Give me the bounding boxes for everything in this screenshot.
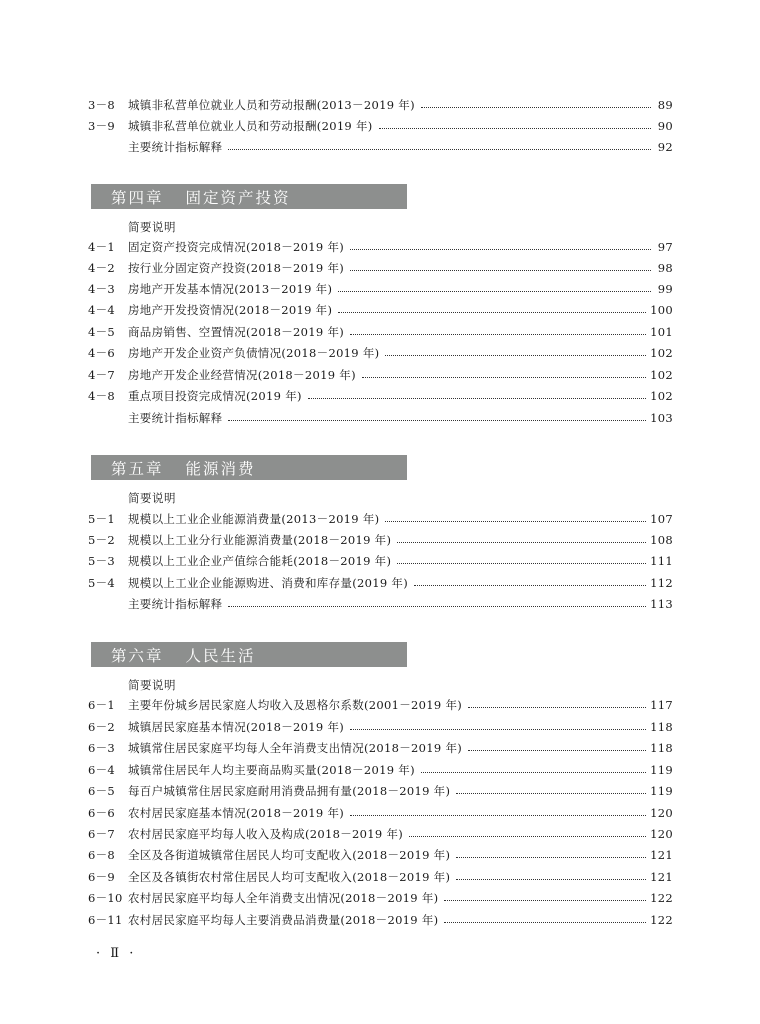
- entry-number: 6－11: [88, 913, 123, 927]
- entry-title: 主要年份城乡居民家庭人均收入及恩格尔系数(2001－2019 年): [128, 698, 463, 712]
- entry-number: 5－4: [88, 576, 116, 590]
- dot-leader: [308, 397, 646, 399]
- toc-entry-6-6[interactable]: [88, 803, 673, 823]
- entry-page: 90: [657, 119, 673, 133]
- dot-leader: [350, 814, 646, 816]
- entry-title: 农村居民家庭平均每人收入及构成(2018－2019 年): [128, 827, 404, 841]
- chapter-name: 固定资产投资: [185, 188, 291, 207]
- toc-entry-5-1[interactable]: [88, 509, 673, 529]
- toc-entry-5-3[interactable]: [88, 551, 673, 571]
- entry-number: 6－3: [88, 741, 116, 755]
- toc-entry-5-2[interactable]: [88, 530, 673, 550]
- chapter-number: 第四章: [111, 188, 164, 207]
- toc-entry-4-5[interactable]: [88, 322, 673, 342]
- dot-leader: [444, 899, 646, 901]
- toc-entry-4-6[interactable]: [88, 343, 673, 363]
- toc-entry-6-5[interactable]: [88, 781, 673, 801]
- entry-title: 房地产开发投资情况(2018－2019 年): [128, 303, 333, 317]
- entry-number: 4－5: [88, 325, 116, 339]
- entry-page: 99: [657, 282, 673, 296]
- entry-title: 主要统计指标解释: [128, 597, 223, 611]
- entry-number: 6－6: [88, 806, 116, 820]
- toc-entry-4-8[interactable]: [88, 386, 673, 406]
- entry-title: 按行业分固定资产投资(2018－2019 年): [128, 261, 345, 275]
- entry-title: 重点项目投资完成情况(2019 年): [128, 389, 302, 403]
- entry-title: 固定资产投资完成情况(2018－2019 年): [128, 240, 345, 254]
- entry-page: 122: [650, 913, 673, 927]
- entry-title: 商品房销售、空置情况(2018－2019 年): [128, 325, 345, 339]
- dot-leader: [421, 106, 651, 108]
- entry-number: 4－4: [88, 303, 116, 317]
- entry-number: 6－5: [88, 784, 116, 798]
- entry-title: 房地产开发基本情况(2013－2019 年): [128, 282, 333, 296]
- entry-number: 6－2: [88, 720, 116, 734]
- dot-leader: [456, 792, 646, 794]
- entry-number: 5－3: [88, 554, 116, 568]
- entry-page: 102: [650, 346, 673, 360]
- toc-entry-4-1[interactable]: [88, 237, 673, 257]
- entry-page: 111: [650, 554, 673, 568]
- entry-page: 113: [650, 597, 673, 611]
- entry-page: 122: [650, 891, 673, 905]
- entry-number: 3－9: [88, 119, 116, 133]
- chapter-4-intro[interactable]: 简要说明: [128, 220, 176, 234]
- entry-number: 6－8: [88, 848, 116, 862]
- entry-page: 100: [650, 303, 673, 317]
- dot-leader: [379, 127, 651, 129]
- page-number: · Ⅱ ·: [96, 946, 137, 961]
- entry-title: 城镇常住居民家庭平均每人全年消费支出情况(2018－2019 年): [128, 741, 463, 755]
- dot-leader: [228, 419, 646, 421]
- toc-entry-4-7[interactable]: [88, 365, 673, 385]
- toc-entry-4-2[interactable]: [88, 258, 673, 278]
- entry-page: 117: [650, 698, 673, 712]
- dot-leader: [414, 584, 646, 586]
- chapter-number: 第五章: [111, 459, 164, 478]
- dot-leader: [350, 248, 651, 250]
- entry-number: 4－2: [88, 261, 116, 275]
- dot-leader: [421, 771, 646, 773]
- entry-number: 4－6: [88, 346, 116, 360]
- dot-leader: [350, 269, 651, 271]
- chapter-name: 人民生活: [185, 646, 256, 665]
- entry-number: 4－1: [88, 240, 116, 254]
- toc-entry-6-1[interactable]: [88, 695, 673, 715]
- entry-title: 主要统计指标解释: [128, 140, 223, 154]
- entry-title: 全区及各镇街农村常住居民人均可支配收入(2018－2019 年): [128, 870, 451, 884]
- toc-entry-ch5-notes[interactable]: [128, 594, 673, 614]
- dot-leader: [456, 878, 646, 880]
- chapter-number: 第六章: [111, 646, 164, 665]
- entry-number: 6－4: [88, 763, 116, 777]
- entry-title: 城镇常住居民年人均主要商品购买量(2018－2019 年): [128, 763, 415, 777]
- entry-number: 6－9: [88, 870, 116, 884]
- entry-page: 118: [650, 741, 673, 755]
- entry-page: 102: [650, 389, 673, 403]
- entry-title: 农村居民家庭基本情况(2018－2019 年): [128, 806, 345, 820]
- chapter-5-intro[interactable]: 简要说明: [128, 491, 176, 505]
- dot-leader: [456, 856, 646, 858]
- entry-title: 城镇非私营单位就业人员和劳动报酬(2013－2019 年): [128, 98, 415, 112]
- entry-page: 120: [650, 806, 673, 820]
- toc-entry-5-4[interactable]: [88, 573, 673, 593]
- entry-page: 121: [650, 848, 673, 862]
- entry-number: 5－1: [88, 512, 116, 526]
- dot-leader: [444, 921, 646, 923]
- entry-page: 98: [657, 261, 673, 275]
- entry-page: 92: [657, 140, 673, 154]
- entry-title: 城镇非私营单位就业人员和劳动报酬(2019 年): [128, 119, 373, 133]
- toc-entry-4-3[interactable]: [88, 279, 673, 299]
- entry-title: 房地产开发企业经营情况(2018－2019 年): [128, 368, 356, 382]
- dot-leader: [228, 148, 651, 150]
- entry-page: 103: [650, 411, 673, 425]
- entry-title: 农村居民家庭平均每人主要消费品消费量(2018－2019 年): [128, 913, 439, 927]
- entry-number: 6－7: [88, 827, 116, 841]
- entry-title: 全区及各街道城镇常住居民人均可支配收入(2018－2019 年): [128, 848, 451, 862]
- entry-page: 121: [650, 870, 673, 884]
- entry-title: 规模以上工业企业产值综合能耗(2018－2019 年): [128, 554, 392, 568]
- toc-entry-ch3-notes[interactable]: [128, 137, 673, 157]
- entry-page: 97: [657, 240, 673, 254]
- entry-title: 房地产开发企业资产负债情况(2018－2019 年): [128, 346, 380, 360]
- dot-leader: [228, 605, 646, 607]
- toc-entry-ch4-notes[interactable]: [128, 408, 673, 428]
- dot-leader: [338, 311, 646, 313]
- entry-page: 102: [650, 368, 673, 382]
- entry-page: 118: [650, 720, 673, 734]
- entry-page: 119: [650, 763, 673, 777]
- dot-leader: [385, 354, 646, 356]
- chapter-4-heading[interactable]: [91, 184, 407, 209]
- toc-entry-6-7[interactable]: [88, 824, 673, 844]
- dot-leader: [468, 706, 646, 708]
- toc-entry-3-8[interactable]: [88, 95, 673, 115]
- entry-number: 6－1: [88, 698, 116, 712]
- dot-leader: [385, 520, 646, 522]
- dot-leader: [362, 376, 646, 378]
- dot-leader: [338, 290, 651, 292]
- dot-leader: [409, 835, 646, 837]
- entry-number: 4－7: [88, 368, 116, 382]
- dot-leader: [397, 562, 646, 564]
- toc-entry-6-4[interactable]: [88, 760, 673, 780]
- entry-number: 6－10: [88, 891, 123, 905]
- dot-leader: [350, 728, 646, 730]
- entry-page: 120: [650, 827, 673, 841]
- entry-number: 3－8: [88, 98, 116, 112]
- entry-page: 107: [650, 512, 673, 526]
- chapter-name: 能源消费: [185, 459, 256, 478]
- chapter-6-heading[interactable]: [91, 642, 407, 667]
- toc-entry-6-3[interactable]: [88, 738, 673, 758]
- entry-title: 规模以上工业分行业能源消费量(2018－2019 年): [128, 533, 392, 547]
- dot-leader: [468, 749, 646, 751]
- entry-number: 5－2: [88, 533, 116, 547]
- entry-title: 主要统计指标解释: [128, 411, 223, 425]
- toc-entry-6-8[interactable]: [88, 845, 673, 865]
- entry-number: 4－8: [88, 389, 116, 403]
- chapter-5-heading[interactable]: [91, 455, 407, 480]
- entry-title: 规模以上工业企业能源购进、消费和库存量(2019 年): [128, 576, 408, 590]
- dot-leader: [397, 541, 646, 543]
- toc-entry-3-9[interactable]: [88, 116, 673, 136]
- toc-entry-6-2[interactable]: [88, 717, 673, 737]
- entry-page: 89: [657, 98, 673, 112]
- toc-entry-4-4[interactable]: [88, 300, 673, 320]
- dot-leader: [350, 333, 646, 335]
- entry-title: 农村居民家庭平均每人全年消费支出情况(2018－2019 年): [128, 891, 439, 905]
- entry-page: 108: [650, 533, 673, 547]
- entry-number: 4－3: [88, 282, 116, 296]
- entry-page: 112: [650, 576, 673, 590]
- entry-title: 城镇居民家庭基本情况(2018－2019 年): [128, 720, 345, 734]
- toc-entry-6-10[interactable]: [88, 888, 673, 908]
- entry-page: 119: [650, 784, 673, 798]
- entry-title: 每百户城镇常住居民家庭耐用消费品拥有量(2018－2019 年): [128, 784, 451, 798]
- entry-title: 规模以上工业企业能源消费量(2013－2019 年): [128, 512, 380, 526]
- entry-page: 101: [650, 325, 673, 339]
- toc-entry-6-9[interactable]: [88, 867, 673, 887]
- toc-entry-6-11[interactable]: [88, 910, 673, 930]
- chapter-6-intro[interactable]: 简要说明: [128, 678, 176, 692]
